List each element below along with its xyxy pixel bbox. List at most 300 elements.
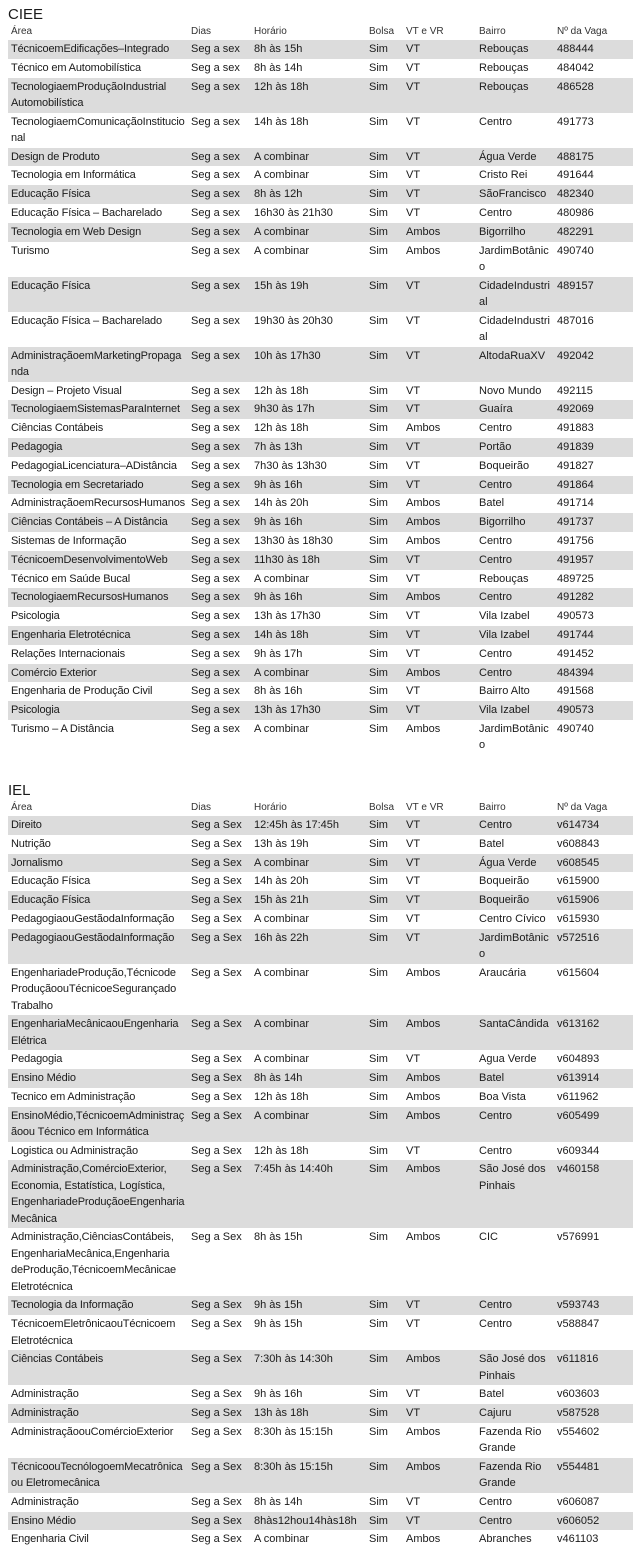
cell-vt-vr: VT xyxy=(403,382,476,401)
header-horario: Horário xyxy=(254,801,287,813)
cell-area: Ciências Contábeis – A Distância xyxy=(8,513,188,532)
cell-vt-vr: VT xyxy=(403,910,476,929)
cell-bairro: Rebouças xyxy=(476,40,554,59)
cell-vt-vr: Ambos xyxy=(403,1015,476,1050)
cell-horario: 9h às 17h xyxy=(251,645,366,664)
cell-area: Sistemas de Informação xyxy=(8,532,188,551)
cell-dias: Seg a sex xyxy=(188,185,251,204)
cell-bolsa: Sim xyxy=(366,113,403,148)
cell-bolsa: Sim xyxy=(366,242,403,277)
cell-bairro: Fazenda Rio Grande xyxy=(476,1458,554,1493)
cell-bolsa: Sim xyxy=(366,148,403,167)
cell-horario: A combinar xyxy=(251,1050,366,1069)
cell-dias: Seg a sex xyxy=(188,78,251,113)
cell-vt-vr: VT xyxy=(403,854,476,873)
cell-horario: 8h às 15h xyxy=(251,1228,366,1296)
cell-area: TecnologiaemRecursosHumanos xyxy=(8,588,188,607)
cell-area: EngenhariaMecânicaouEngenharia Elétrica xyxy=(8,1015,188,1050)
cell-bolsa: Sim xyxy=(366,204,403,223)
cell-bolsa: Sim xyxy=(366,1228,403,1296)
cell-horario: 9h às 16h xyxy=(251,588,366,607)
cell-horario: 12h às 18h xyxy=(251,382,366,401)
cell-bairro: Centro xyxy=(476,419,554,438)
cell-vt-vr: Ambos xyxy=(403,1107,476,1142)
cell-bolsa: Sim xyxy=(366,457,403,476)
table-row xyxy=(8,166,633,185)
cell-dias: Seg a sex xyxy=(188,720,251,755)
cell-area: Relações Internacionais xyxy=(8,645,188,664)
cell-area: Pedagogia xyxy=(8,438,188,457)
table-row xyxy=(8,1423,633,1458)
cell-area: Administração,CiênciasContábeis, EngenhariaMecânica,Engenharia deProdução,TécnicoemMecânicae Eletrotécnica xyxy=(8,1228,188,1296)
cell-bairro: Centro xyxy=(476,1493,554,1512)
cell-bairro: JardimBotânico xyxy=(476,929,554,964)
cell-dias: Seg a Sex xyxy=(188,872,251,891)
cell-vaga: v613162 xyxy=(554,1015,633,1050)
cell-vaga: 488444 xyxy=(554,40,633,59)
cell-dias: Seg a Sex xyxy=(188,1296,251,1315)
cell-horario: 8h às 14h xyxy=(251,1069,366,1088)
table-row xyxy=(8,185,633,204)
cell-vt-vr: Ambos xyxy=(403,1350,476,1385)
cell-dias: Seg a sex xyxy=(188,312,251,347)
cell-vaga: 491883 xyxy=(554,419,633,438)
cell-bairro: Centro xyxy=(476,645,554,664)
cell-vaga: 484394 xyxy=(554,664,633,683)
cell-bolsa: Sim xyxy=(366,1050,403,1069)
table-row xyxy=(8,78,633,113)
cell-horario: 14h às 18h xyxy=(251,626,366,645)
cell-vt-vr: VT xyxy=(403,645,476,664)
cell-dias: Seg a Sex xyxy=(188,816,251,835)
cell-dias: Seg a sex xyxy=(188,476,251,495)
cell-bolsa: Sim xyxy=(366,701,403,720)
cell-bairro: Centro xyxy=(476,1142,554,1161)
cell-horario: 13h às 17h30 xyxy=(251,607,366,626)
cell-area: Tecnologia em Web Design xyxy=(8,223,188,242)
cell-horario: 16h30 às 21h30 xyxy=(251,204,366,223)
cell-vaga: 491773 xyxy=(554,113,633,148)
cell-horario: A combinar xyxy=(251,166,366,185)
table-row xyxy=(8,570,633,589)
header-vaga: Nº da Vaga xyxy=(557,801,608,813)
cell-dias: Seg a sex xyxy=(188,513,251,532)
table-row xyxy=(8,720,633,755)
cell-bolsa: Sim xyxy=(366,570,403,589)
table-row xyxy=(8,854,633,873)
cell-bairro: Centro xyxy=(476,204,554,223)
cell-area: Direito xyxy=(8,816,188,835)
cell-dias: Seg a sex xyxy=(188,607,251,626)
cell-bolsa: Sim xyxy=(366,929,403,964)
table-row xyxy=(8,419,633,438)
cell-bairro: Batel xyxy=(476,835,554,854)
cell-bairro: Boqueirão xyxy=(476,872,554,891)
table-row xyxy=(8,438,633,457)
cell-bolsa: Sim xyxy=(366,513,403,532)
cell-vt-vr: VT xyxy=(403,166,476,185)
cell-vaga: 482291 xyxy=(554,223,633,242)
cell-dias: Seg a Sex xyxy=(188,1050,251,1069)
cell-area: Administração xyxy=(8,1493,188,1512)
cell-dias: Seg a sex xyxy=(188,570,251,589)
table-row xyxy=(8,1350,633,1385)
cell-vaga: 489157 xyxy=(554,277,633,312)
table-row xyxy=(8,1228,633,1296)
header-dias: Dias xyxy=(191,26,212,37)
cell-vt-vr: VT xyxy=(403,607,476,626)
cell-bolsa: Sim xyxy=(366,1069,403,1088)
cell-area: TécnicoemEletrônicaouTécnicoem Eletrotécnica xyxy=(8,1315,188,1350)
iel-table xyxy=(8,800,633,1549)
cell-vaga: 491744 xyxy=(554,626,633,645)
cell-dias: Seg a Sex xyxy=(188,891,251,910)
cell-vaga: v603603 xyxy=(554,1385,633,1404)
cell-area: Educação Física – Bacharelado xyxy=(8,312,188,347)
cell-bairro: São José dos Pinhais xyxy=(476,1160,554,1228)
cell-area: Jornalismo xyxy=(8,854,188,873)
cell-area: Tecnologia em Secretariado xyxy=(8,476,188,495)
cell-dias: Seg a Sex xyxy=(188,1512,251,1531)
cell-dias: Seg a sex xyxy=(188,664,251,683)
cell-area: TecnologiaemComunicaçãoInstitucional xyxy=(8,113,188,148)
cell-vaga: 492115 xyxy=(554,382,633,401)
cell-horario: 12h às 18h xyxy=(251,78,366,113)
cell-horario: 9h às 15h xyxy=(251,1296,366,1315)
cell-area: Engenharia Civil xyxy=(8,1530,188,1549)
table-row xyxy=(8,682,633,701)
cell-bolsa: Sim xyxy=(366,1350,403,1385)
cell-vaga: 486528 xyxy=(554,78,633,113)
table-row xyxy=(8,1530,633,1549)
cell-area: AdministraçãoemMarketingPropaganda xyxy=(8,347,188,382)
cell-dias: Seg a sex xyxy=(188,682,251,701)
cell-dias: Seg a sex xyxy=(188,419,251,438)
cell-dias: Seg a Sex xyxy=(188,1088,251,1107)
cell-dias: Seg a sex xyxy=(188,551,251,570)
table-row xyxy=(8,347,633,382)
table-row xyxy=(8,1142,633,1161)
cell-area: TécnicoouTecnólogoemMecatrônicaou Eletromecânica xyxy=(8,1458,188,1493)
cell-bairro: Centro xyxy=(476,551,554,570)
cell-vt-vr: Ambos xyxy=(403,1423,476,1458)
table-row xyxy=(8,1404,633,1423)
cell-horario: 8h às 12h xyxy=(251,185,366,204)
cell-area: Engenharia Eletrotécnica xyxy=(8,626,188,645)
cell-bairro: Centro xyxy=(476,1107,554,1142)
cell-area: Logistica ou Administração xyxy=(8,1142,188,1161)
cell-vt-vr: Ambos xyxy=(403,1228,476,1296)
table-row xyxy=(8,204,633,223)
cell-vaga: 491839 xyxy=(554,438,633,457)
cell-horario: 12:45h às 17:45h xyxy=(251,816,366,835)
cell-vaga: 491756 xyxy=(554,532,633,551)
cell-vt-vr: Ambos xyxy=(403,494,476,513)
table-row xyxy=(8,382,633,401)
table-row xyxy=(8,59,633,78)
cell-horario: 8h às 14h xyxy=(251,1493,366,1512)
cell-dias: Seg a Sex xyxy=(188,1458,251,1493)
cell-bolsa: Sim xyxy=(366,78,403,113)
cell-bolsa: Sim xyxy=(366,400,403,419)
cell-dias: Seg a Sex xyxy=(188,1107,251,1142)
header-bairro: Bairro xyxy=(479,801,506,813)
cell-vaga: v554481 xyxy=(554,1458,633,1493)
cell-area: Pedagogia xyxy=(8,1050,188,1069)
cell-dias: Seg a sex xyxy=(188,438,251,457)
cell-bolsa: Sim xyxy=(366,1404,403,1423)
cell-bairro: Fazenda Rio Grande xyxy=(476,1423,554,1458)
cell-vt-vr: VT xyxy=(403,570,476,589)
cell-dias: Seg a sex xyxy=(188,382,251,401)
section-title-ciee: CIEE xyxy=(8,6,44,23)
cell-vt-vr: Ambos xyxy=(403,720,476,755)
cell-vaga: 491827 xyxy=(554,457,633,476)
table-row xyxy=(8,1015,633,1050)
cell-vt-vr: Ambos xyxy=(403,1458,476,1493)
cell-vt-vr: VT xyxy=(403,1385,476,1404)
cell-area: Design de Produto xyxy=(8,148,188,167)
cell-vt-vr: Ambos xyxy=(403,964,476,1016)
cell-bolsa: Sim xyxy=(366,419,403,438)
cell-vaga: v606087 xyxy=(554,1493,633,1512)
cell-vaga: 491568 xyxy=(554,682,633,701)
cell-vt-vr: Ambos xyxy=(403,1530,476,1549)
cell-area: TécnicoemDesenvolvimentoWeb xyxy=(8,551,188,570)
cell-horario: A combinar xyxy=(251,1530,366,1549)
cell-dias: Seg a Sex xyxy=(188,1385,251,1404)
cell-bolsa: Sim xyxy=(366,277,403,312)
cell-area: Tecnologia da Informação xyxy=(8,1296,188,1315)
cell-area: Psicologia xyxy=(8,607,188,626)
cell-vaga: v461103 xyxy=(554,1530,633,1549)
cell-bolsa: Sim xyxy=(366,494,403,513)
cell-dias: Seg a Sex xyxy=(188,929,251,964)
table-row xyxy=(8,1296,633,1315)
table-row xyxy=(8,400,633,419)
cell-bolsa: Sim xyxy=(366,1493,403,1512)
cell-vt-vr: VT xyxy=(403,1315,476,1350)
cell-dias: Seg a sex xyxy=(188,166,251,185)
cell-dias: Seg a Sex xyxy=(188,1069,251,1088)
cell-vaga: 482340 xyxy=(554,185,633,204)
cell-horario: 12h às 18h xyxy=(251,419,366,438)
cell-bolsa: Sim xyxy=(366,872,403,891)
cell-bolsa: Sim xyxy=(366,382,403,401)
cell-dias: Seg a Sex xyxy=(188,1530,251,1549)
cell-vaga: v576991 xyxy=(554,1228,633,1296)
cell-bairro: Cajuru xyxy=(476,1404,554,1423)
cell-bairro: Batel xyxy=(476,494,554,513)
cell-horario: 8h às 14h xyxy=(251,59,366,78)
cell-vt-vr: VT xyxy=(403,78,476,113)
cell-horario: 12h às 18h xyxy=(251,1088,366,1107)
cell-horario: 10h às 17h30 xyxy=(251,347,366,382)
cell-bairro: Bigorrilho xyxy=(476,223,554,242)
cell-bolsa: Sim xyxy=(366,185,403,204)
cell-area: EngenhariadeProdução,Técnicode ProduçãoouTécnicoeSegurançado Trabalho xyxy=(8,964,188,1016)
cell-vaga: v554602 xyxy=(554,1423,633,1458)
cell-area: Engenharia de Produção Civil xyxy=(8,682,188,701)
table-row xyxy=(8,701,633,720)
cell-vt-vr: VT xyxy=(403,891,476,910)
cell-bairro: Bairro Alto xyxy=(476,682,554,701)
cell-area: Nutrição xyxy=(8,835,188,854)
cell-vaga: 492042 xyxy=(554,347,633,382)
cell-area: Administração xyxy=(8,1385,188,1404)
cell-dias: Seg a sex xyxy=(188,701,251,720)
cell-area: Educação Física xyxy=(8,277,188,312)
cell-bairro: Portão xyxy=(476,438,554,457)
cell-vt-vr: VT xyxy=(403,1050,476,1069)
cell-horario: 16h às 22h xyxy=(251,929,366,964)
cell-vaga: 491864 xyxy=(554,476,633,495)
cell-bairro: CIC xyxy=(476,1228,554,1296)
cell-bairro: Centro xyxy=(476,816,554,835)
cell-vt-vr: VT xyxy=(403,113,476,148)
cell-area: TécnicoemEdificações–Integrado xyxy=(8,40,188,59)
cell-bairro: Água Verde xyxy=(476,854,554,873)
cell-bairro: Centro xyxy=(476,113,554,148)
cell-bairro: CidadeIndustrial xyxy=(476,312,554,347)
cell-dias: Seg a sex xyxy=(188,59,251,78)
cell-bairro: Agua Verde xyxy=(476,1050,554,1069)
cell-dias: Seg a sex xyxy=(188,223,251,242)
cell-bairro: Rebouças xyxy=(476,570,554,589)
table-row xyxy=(8,148,633,167)
cell-area: Educação Física xyxy=(8,891,188,910)
section-title-iel: IEL xyxy=(8,781,31,799)
cell-area: Administração xyxy=(8,1404,188,1423)
cell-horario: A combinar xyxy=(251,910,366,929)
cell-vaga: 490740 xyxy=(554,242,633,277)
iel-table-body xyxy=(8,816,633,1549)
cell-horario: 14h às 18h xyxy=(251,113,366,148)
cell-bairro: Batel xyxy=(476,1069,554,1088)
cell-vt-vr: VT xyxy=(403,438,476,457)
cell-bairro: Centro xyxy=(476,1315,554,1350)
table-row xyxy=(8,1493,633,1512)
cell-bairro: Abranches xyxy=(476,1530,554,1549)
table-row xyxy=(8,872,633,891)
cell-bairro: Rebouças xyxy=(476,59,554,78)
cell-horario: A combinar xyxy=(251,720,366,755)
cell-vaga: 491282 xyxy=(554,588,633,607)
cell-bairro: CidadeIndustrial xyxy=(476,277,554,312)
cell-bairro: Centro xyxy=(476,1512,554,1531)
cell-vaga: 491644 xyxy=(554,166,633,185)
cell-area: Psicologia xyxy=(8,701,188,720)
cell-bolsa: Sim xyxy=(366,1296,403,1315)
cell-bairro: SantaCândida xyxy=(476,1015,554,1050)
cell-vt-vr: VT xyxy=(403,835,476,854)
cell-vt-vr: VT xyxy=(403,204,476,223)
cell-bairro: Centro xyxy=(476,476,554,495)
cell-horario: 13h às 19h xyxy=(251,835,366,854)
cell-bairro: Cristo Rei xyxy=(476,166,554,185)
table-row xyxy=(8,40,633,59)
cell-vaga: 491957 xyxy=(554,551,633,570)
cell-vt-vr: VT xyxy=(403,682,476,701)
cell-horario: A combinar xyxy=(251,964,366,1016)
cell-bolsa: Sim xyxy=(366,664,403,683)
cell-horario: A combinar xyxy=(251,242,366,277)
table-row xyxy=(8,910,633,929)
header-horario: Horário xyxy=(254,26,287,37)
cell-bolsa: Sim xyxy=(366,891,403,910)
cell-bolsa: Sim xyxy=(366,551,403,570)
cell-dias: Seg a Sex xyxy=(188,854,251,873)
cell-bolsa: Sim xyxy=(366,1385,403,1404)
header-bolsa: Bolsa xyxy=(369,801,395,813)
cell-bolsa: Sim xyxy=(366,166,403,185)
cell-horario: 15h às 19h xyxy=(251,277,366,312)
cell-bolsa: Sim xyxy=(366,1423,403,1458)
cell-horario: A combinar xyxy=(251,664,366,683)
cell-bolsa: Sim xyxy=(366,816,403,835)
cell-horario: 7h30 às 13h30 xyxy=(251,457,366,476)
cell-area: TecnologiaemProduçãoIndustrial Automobilística xyxy=(8,78,188,113)
cell-dias: Seg a Sex xyxy=(188,1350,251,1385)
cell-vt-vr: VT xyxy=(403,929,476,964)
cell-horario: 8:30h às 15:15h xyxy=(251,1423,366,1458)
cell-dias: Seg a sex xyxy=(188,400,251,419)
header-row xyxy=(8,24,633,40)
table-row xyxy=(8,476,633,495)
cell-dias: Seg a sex xyxy=(188,204,251,223)
cell-vaga: 484042 xyxy=(554,59,633,78)
cell-area: Ensino Médio xyxy=(8,1069,188,1088)
table-row xyxy=(8,588,633,607)
cell-bolsa: Sim xyxy=(366,1107,403,1142)
cell-bairro: Boa Vista xyxy=(476,1088,554,1107)
cell-dias: Seg a Sex xyxy=(188,1493,251,1512)
cell-vaga: v611816 xyxy=(554,1350,633,1385)
cell-bolsa: Sim xyxy=(366,438,403,457)
cell-bolsa: Sim xyxy=(366,964,403,1016)
cell-horario: A combinar xyxy=(251,570,366,589)
cell-horario: 14h às 20h xyxy=(251,494,366,513)
cell-bolsa: Sim xyxy=(366,1160,403,1228)
table-row xyxy=(8,312,633,347)
cell-bolsa: Sim xyxy=(366,835,403,854)
cell-area: PedagogiaouGestãodaInformação xyxy=(8,929,188,964)
cell-area: Administração,ComércioExterior, Economia, Estatística, Logística, EngenhariadeProduçãoeEngenharia Mecânica xyxy=(8,1160,188,1228)
cell-bolsa: Sim xyxy=(366,1512,403,1531)
table-row xyxy=(8,1050,633,1069)
cell-vt-vr: VT xyxy=(403,312,476,347)
cell-dias: Seg a sex xyxy=(188,148,251,167)
table-row xyxy=(8,1385,633,1404)
cell-bairro: Água Verde xyxy=(476,148,554,167)
cell-horario: 8hàs12hou14hàs18h xyxy=(251,1512,366,1531)
cell-dias: Seg a sex xyxy=(188,532,251,551)
table-row xyxy=(8,964,633,1016)
cell-bolsa: Sim xyxy=(366,1315,403,1350)
cell-vaga: v587528 xyxy=(554,1404,633,1423)
cell-area: Técnico em Saúde Bucal xyxy=(8,570,188,589)
header-area: Área xyxy=(11,26,33,37)
cell-area: Educação Física – Bacharelado xyxy=(8,204,188,223)
cell-horario: 9h às 16h xyxy=(251,513,366,532)
cell-vaga: 487016 xyxy=(554,312,633,347)
cell-vaga: 491714 xyxy=(554,494,633,513)
cell-vaga: v605499 xyxy=(554,1107,633,1142)
cell-horario: 7:30h às 14:30h xyxy=(251,1350,366,1385)
cell-vt-vr: VT xyxy=(403,40,476,59)
table-row xyxy=(8,664,633,683)
cell-horario: 13h às 18h xyxy=(251,1404,366,1423)
